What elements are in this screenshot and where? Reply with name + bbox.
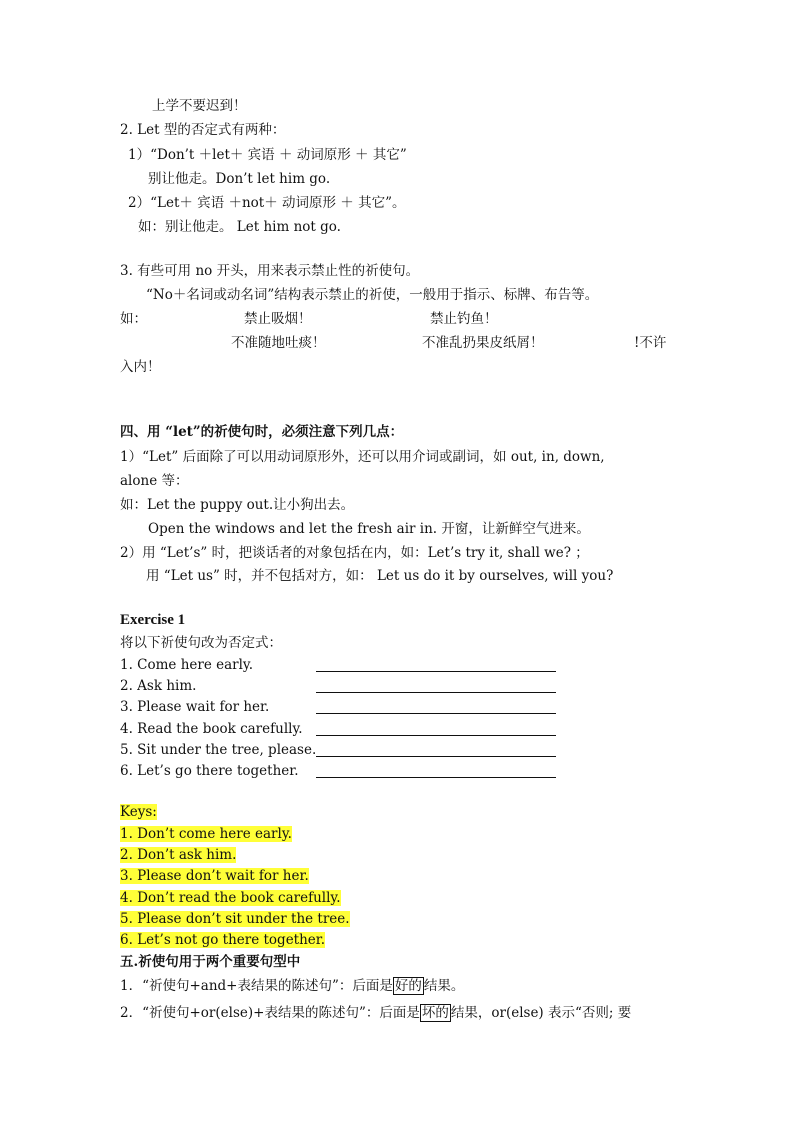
- text-line: 如：别让他走。 Let him not go.: [138, 219, 341, 235]
- section-heading: 五.祈使句用于两个重要句型中: [120, 954, 301, 970]
- answer-blank[interactable]: [316, 777, 556, 778]
- section-heading: 四、用 “let”的祈使句时，必须注意下列几点：: [120, 424, 404, 440]
- boxed-word: 好的: [394, 978, 422, 994]
- sign-text: !不许: [634, 335, 667, 351]
- sign-text: 禁止吸烟！: [244, 311, 312, 327]
- text-line: [120, 977, 464, 995]
- key-answer: 2. Don’t ask him.: [120, 847, 237, 863]
- sign-text: 不准乱扔果皮纸屑！: [422, 335, 544, 351]
- exercise-item: 1. Come here early.: [120, 657, 254, 673]
- answer-blank[interactable]: [316, 713, 556, 714]
- keys-label: Keys:: [120, 804, 157, 820]
- text-segment: 2．“祈使句+or(else)+表结果的陈述句”：后面是: [120, 1005, 420, 1021]
- answer-blank[interactable]: [316, 671, 556, 672]
- text-line: 2）用 “Let’s” 时，把谈话者的对象包括在内，如：Let’s try it, shall we? ；: [120, 545, 589, 561]
- text-line: 3. 有些可用 no 开头，用来表示禁止性的祈使句。: [120, 263, 420, 279]
- exercise-item: 6. Let’s go there together.: [120, 763, 299, 779]
- boxed-word: 坏的: [421, 1005, 449, 1021]
- exercise-item: 5. Sit under the tree, please.: [120, 742, 317, 758]
- key-answer: 5. Please don’t sit under the tree.: [120, 911, 350, 927]
- text-segment: 结果。: [423, 978, 465, 994]
- text-line: 2）“Let＋ 宾语 ＋not＋ 动词原形 ＋ 其它”。: [128, 195, 406, 211]
- text-line: 上学不要迟到！: [152, 98, 247, 114]
- answer-blank[interactable]: [316, 735, 556, 736]
- text-line: Open the windows and let the fresh air in. 开窗，让新鲜空气进来。: [148, 521, 590, 537]
- text-line: 别让他走。Don’t let him go.: [148, 171, 331, 187]
- text-line: 1）“Don’t ＋let＋ 宾语 ＋ 动词原形 ＋ 其它”: [128, 147, 407, 163]
- text-line: alone 等：: [120, 473, 189, 489]
- exercise-title: Exercise 1: [120, 612, 186, 628]
- text-line: 1）“Let” 后面除了可以用动词原形外，还可以用介词或副词，如 out, in, down,: [120, 449, 605, 465]
- sign-text: 禁止钓鱼！: [430, 311, 498, 327]
- exercise-item: 3. Please wait for her.: [120, 699, 270, 715]
- text-line: [120, 1004, 631, 1022]
- sign-text: 不准随地吐痰！: [231, 335, 326, 351]
- text-segment: 结果，or(else) 表示“否则; 要: [450, 1005, 632, 1021]
- text-line: 如：Let the puppy out.让小狗出去。: [120, 497, 355, 513]
- exercise-item: 2. Ask him.: [120, 678, 197, 694]
- key-answer: 3. Please don’t wait for her.: [120, 868, 309, 884]
- text-segment: 1．“祈使句+and+表结果的陈述句”：后面是: [120, 978, 393, 994]
- key-answer: 6. Let’s not go there together.: [120, 932, 326, 948]
- text-line: “No＋名词或动名词”结构表示禁止的祈使，一般用于指示、标牌、布告等。: [146, 287, 599, 303]
- text-line: 如：: [120, 311, 147, 327]
- key-answer: 4. Don’t read the book carefully.: [120, 890, 341, 906]
- answer-blank[interactable]: [316, 756, 556, 757]
- answer-blank[interactable]: [316, 692, 556, 693]
- exercise-instruction: 将以下祈使句改为否定式：: [120, 635, 282, 651]
- text-line: 2. Let 型的否定式有两种：: [120, 122, 286, 138]
- text-line: 用 “Let us” 时，并不包括对方，如： Let us do it by ourselves, will you?: [146, 568, 614, 584]
- text-line: 入内！: [120, 359, 161, 375]
- key-answer: 1. Don’t come here early.: [120, 826, 292, 842]
- exercise-item: 4. Read the book carefully.: [120, 721, 303, 737]
